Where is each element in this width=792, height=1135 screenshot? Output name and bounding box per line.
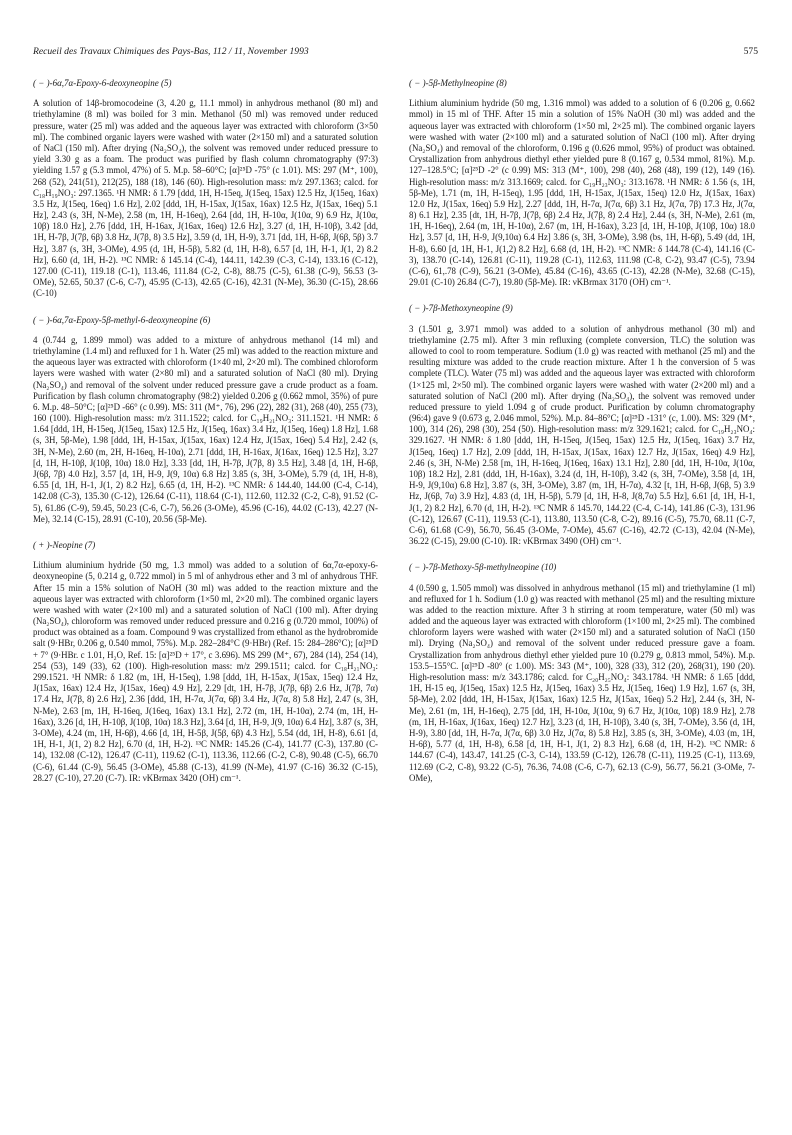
section-title: ( − )-6α,7α-Epoxy-6-deoxyneopine (5) [33, 78, 172, 88]
section-compound-9 [409, 303, 755, 547]
journal-citation: Recueil des Travaux Chimiques des Pays-Bas, 112 / 11, November 1993 [33, 46, 309, 57]
section-text: 4 (0.744 g, 1.899 mmol) was added to a mixture of anhydrous methanol (14 ml) and triethylamine (1.4 ml) and refluxed for 1 h. Water (25 ml) was added to the reaction mixture and the aqueous layer was extracted with chloroform (1×40 ml, 2×20 ml). The combined chloroform layers were washed with water (2×80 ml) and a saturated solution of NaCl (80 ml). Drying (Na₂SO₄) and removal of the solvent under reduced pressure gave a crude product as a foam. Purification by flash column chromatography (98:2) yielded 0.206 g (0.662 mmol, 35%) of pure 6. M.p. 48–50°C; [α]²⁵D -66° (c 0.99). MS: 311 (M⁺, 76), 296 (22), 282 (31), 268 (40), 255 (73), 160 (100). High-resolution mass: m/z 311.1522; calcd. for C₁₉H₂₁NO₃: 311.1521. ¹H NMR: δ 1.64 [ddd, 1H, H-15eq, J(15eq, 15ax) 12.5 Hz, J(15eq, 16ax) 3.4 Hz, J(15eq, 16eq) 1.8 Hz], 1.68 (s, 3H, 5β-Me), 1.98 [ddd, 1H, H-15ax, J(15ax, 16ax) 12.4 Hz, J(15ax, 16eq) 5.4 Hz], 2.42 (s, 3H, N-Me), 2.60 (m, 2H, H-16eq, H-10α), 2.71 [ddd, 1H, H-16ax, J(16ax, 16eq) 12.5 Hz], 3.27 [d, 1H, H-10β, J(10β, 10α) 18.0 Hz], 3.33 [dd, 1H, H-7β, J(7β, 8) 3.5 Hz], 3.48 [d, 1H, H-6β, J(6β, 7β) 4.0 Hz], 3.57 [d, 1H, H-9, J(9, 10α) 6.8 Hz] 3.85 (s, 3H, 3-OMe), 5.79 (d, 1H, H-8), 6.55 [d, 1H, H-1, J(1, 2) 8.2 Hz], 6.65 (d, 1H, H-2). ¹³C NMR: δ 144.40, 144.00 (C-4, C-14), 142.08 (C-3), 135.30 (C-12), 126.64 (C-11), 118.64 (C-1), 112.60, 112.32 (C-2, C-8), 91.52 (C-5), 61.86 (C-9), 59.45, 50.23 (C-6, C-7), 56.26 (3-OMe), 45.96 (C-16), 44.02 (C-13), 42.27 (N-Me), 32.14 (C-15), 28.91 (C-10), 20.56 (5β-Me). [33, 334, 378, 524]
section-compound-6 [33, 315, 378, 525]
section-title: ( + )-Neopine (7) [33, 539, 96, 550]
left-column [33, 78, 378, 797]
page-number: 575 [743, 46, 758, 57]
section-text: Lithium aluminium hydride (50 mg, 1.3 mmol) was added to a solution of 6α,7α-epoxy-6-deoxyneopine (5, 0.214 g, 0.722 mmol) in 5 ml of anhydrous ether and 3 ml of anhydrous THF. After 15 min a 15% solution of NaOH (30 ml) was added to the reaction mixture and the aqueous layer was extracted with chloroform (1×50 ml, 2×20 ml). The combined organic layers were washed with water (2×100 ml) and a saturated solution of NaCl (100 ml). After drying (Na₂SO₄), chloroform was removed under reduced pressure and 0.216 g (0.720 mmol, 100%) of product was obtained as a foam. Compound 9 was crystallized from ethanol as the hydrobromide salt (9·HBr, 0.206 g, 0.540 mmol, 75%). M.p. 282–284°C (9·HBr) (Ref. 15: 284–286°C); [α]²⁵D + 7° (9·HBr. c 1.01, H₂O, Ref. 15: [α]²⁵D + 17°, c 3.696). MS 299 (M⁺, 67), 284 (14), 254 (14), 254 (53), 149 (33), 62 (100). High-resolution mass: m/z 299.1511; calcd. for C₁₈H₂₁NO₃: 299.1521. ¹H NMR: δ 1.82 (m, 1H, H-15eq), 1.98 [ddd, 1H, H-15ax, J(15ax, 15eq) 12.4 Hz, J(15ax, 16ax) 12.4 Hz, J(15ax, 16eq) 4.9 Hz], 2.29 [dt, 1H, H-7β, J(7β, 6β) 2.6 Hz, J(7β, 7α) 17.4 Hz, J(7β, 8) 2.6 Hz], 2.36 [ddd, 1H, H-7α, J(7α, 6β) 3.4 Hz, J(7α, 8) 5.8 Hz], 2.47 (s, 3H, N-Me), 2.63 [m, 1H, H-16eq, J(16eq, 16ax) 13.1 Hz], 2.72 (m, 1H, H-10α), 2.74 (m, 1H, H-16ax), 3.26 [d, 1H, H-10β, J(10β, 10α) 18.3 Hz], 3.64 [d, 1H, H-9, J(9, 10α) 6.4 Hz], 3.87 (s, 3H, 3-OMe), 4.24 (m, 1H, H-6β), 4.66 [d, 1H, H-5β, J(5β, 6β) 4.3 Hz], 5.54 (dd, 1H, H-8), 6.61 [d, 1H, H-1, J(1, 2) 8.2 Hz], 6.70 (d, 1H, H-2). ¹³C NMR: 145.26 (C-4), 141.77 (C-3), 137.80 (C-14), 132.08 (C-12), 126.47 (C-11), 119.62 (C-1), 113.36, 112.66 (C-2, C-8), 90.48 (C-5), 66.70 (C-6), 61.44 (C-9), 56.45 (3-OMe), 45.88 (C-13), 41.99 (N-Me), 41.97 (C-16) 36.32 (C-15), 28.27 (C-10), 27.20 (C-7). IR: νKBrmax 3420 (OH) cm⁻¹. [33, 560, 378, 783]
section-title: ( − )-5β-Methylneopine (8) [409, 78, 507, 88]
section-text: 3 (1.501 g, 3.971 mmol) was added to a solution of anhydrous methanol (30 ml) and triethylamine (2.75 ml). After 3 min refluxing (complete conversion, TLC) the solution was allowed to cool to room temperature. Sodium (1.0 g) was reacted with methanol (25 ml) and the resulting mixture was added to the crude reaction mixture. After 1 h the conversion of 5 was complete (TLC). Water (75 ml) was added and the aqueous layer was extracted with chloroform (1×125 ml, 2×50 ml). The combined organic layers were washed with water (2×200 ml) and a saturated solution of NaCl (200 ml). After drying (Na₂SO₄), the solvent was removed under reduced pressure to yield 1.094 g of crude product. Purification by column chromatography (96:4) gave 9 (0.673 g, 2.046 mmol, 52%). M.p. 84–86°C; [α]²⁵D -131° (c, 1.00). MS: 329 (M⁺, 100), 314 (26), 298 (30), 254 (50). High-resolution mass: m/z 329.1621; calcd. for C₁₉H₂₃NO₄: 329.1627. ¹H NMR: δ 1.80 [ddd, 1H, H-15eq, J(15eq, 15ax) 12.5 Hz, J(15eq, 16ax) 3.7 Hz, J(15eq, 16eq) 1.7 Hz], 2.09 [ddd, 1H, H-15ax, J(15ax, 16ax) 12.7 Hz, J(15ax, 16eq) 4.9 Hz], 2.46 (s, 3H, N-Me) 2.58 [m, 1H, H-16eq, J(16eq, 16ax) 13.1 Hz], 2.80 [dd, 1H, H-10α, J(10α, 10β) 18.2 Hz], 2.81 (ddd, 1H, H-16ax), 3.24 (d, 1H, H-10β), 3.42 (s, 3H, 7-OMe), 3.58 [d, 1H, H-9, J(9,10α) 6.8 Hz], 3.87 (s, 3H, 3-OMe), 3.87 (m, 1H, H-7α), 4.32 [t, 1H, H-6β, J(6β, 5) 3.9 Hz, J(6β, 7α) 3.9 Hz], 4.83 (d, 1H, H-5β), 5.79 [d, 1H, H-8, J(8,7α) 5.5 Hz], 6.61 [d, 1H, H-1, J(1, 2) 8.2 Hz], 6.70 (d, 1H, H-2). ¹³C NMR δ 145.70, 144.22 (C-4, C-14), 141.86 (C-3), 131.96 (C-12), 126.67 (C-11), 119.53 (C-1), 113.80, 113.50 (C-8, C-2), 89.16 (C-5), 75.70, 68.11 (C-7, C-6), 61.68 (C-9), 56.70, 56.45 (3-OMe, 7-OMe), 45.67 (C-16), 42.72 (C-13), 42.04 (N-Me), 36.22 (C-15), 29.00 (C-10). IR: νKBrmax 3490 (OH) cm⁻¹. [409, 323, 755, 547]
section-compound-10 [409, 562, 755, 784]
section-title: ( − )-7β-Methoxyneopine (9) [409, 303, 513, 314]
section-compound-7 [33, 540, 378, 784]
right-column [409, 78, 755, 797]
section-title: ( − )-7β-Methoxy-5β-methylneopine (10) [409, 562, 557, 573]
section-compound-5 [33, 78, 378, 300]
section-title: ( − )-6α,7α-Epoxy-5β-methyl-6-deoxyneopine (6) [33, 314, 211, 325]
section-text: Lithium aluminium hydride (50 mg, 1.316 mmol) was added to a solution of 6 (0.206 g, 0.662 mmol) in 15 ml of THF. After 15 min a solution of 15% NaOH (30 ml) was added and the aqueous layer was extracted with chloroform (1×50 ml, 2×25 ml). The combined organic layers were washed with water (2×100 ml) and a saturated solution of NaCl (100 ml). After drying (Na₂SO₄) and removal of the chloroform, 0.196 g (0.626 mmol, 95%) of product was obtained. Crystallization from anhydrous diethyl ether yielded pure 8 (0.167 g, 0.534 mmol, 81%). M.p. 127–128.5°C; [α]²⁵D -2° (c 0.99) MS: 313 (M⁺, 100), 298 (40), 268 (48), 199 (12), 149 (16). High-resolution mass: m/z 313.1669; calcd. for C₁₉H₂₃NO₃: 313.1678. ¹H NMR: δ 1.56 (s, 1H, 5β-Me), 1.71 (m, 1H, H-15eq), 1.95 [ddd, 1H, H-15ax, J(15ax, 15eq) 12.0 Hz, J(15ax, 16ax) 12.0 Hz, J(15ax, 16eq) 5.9 Hz], 2.27 [ddd, 1H, H-7α, J(7α, 6β) 3.1 Hz, J(7α, 7β) 17.3 Hz, J(7α, 8) 6.1 Hz], 2.35 [dt, 1H, H-7β, J(7β, 6β) 2.4 Hz, J(7β, 8) 2.4 Hz], 2.44 (s, 3H, N-Me), 2.61 (m, 1H, H-16eq), 2.64 (m, 1H, H-10α), 2.67 (m, 1H, H-16ax), 3.23 [d, 1H, H-10β, J(10β, 10α) 18.0 Hz], 3.57 [d, 1H, H-9, J(9,10α) 6.4 Hz] 3.86 (s, 3H, 3-OMe), 3.98 (bs, 1H, H-6β), 5.49 (dd, 1H, H-8), 6.60 [d, 1H, H-1, J(1,2) 8.2 Hz], 6.68 (d, 1H, H-2). ¹³C NMR: δ 144.78 (C-4), 141.16 (C-3), 138.70 (C-14), 126.81 (C-11), 119.28 (C-1), 112.63, 111.98 (C-8, C-2), 93.47 (C-5), 73.94 (C-6), 61,.78 (C-9), 56.21 (3-OMe), 45.84 (C-16), 43.65 (C-13), 42.28 (N-Me), 32.68 (C-15), 29.01 (C-10) 26.84 (C-7), 19.80 (5β-Me). IR: νKBrmax 3170 (OH) cm⁻¹. [409, 98, 755, 288]
section-text: 4 (0.590 g, 1.505 mmol) was dissolved in anhydrous methanol (15 ml) and triethylamine (1 ml) and refluxed for 1 h. Sodium (1.0 g) was reacted with methanol (25 ml) and the resulting mixture was added to the reaction mixture. After 3 h stirring at room temperature, water (50 ml) was added and the aqueous layer was extracted with chloroform (1×100 ml, 2×25 ml). The combined chloroform layers were washed with water (2×150 ml) and a saturated solution of NaCl (150 ml). Drying (Na₂SO₄) and removal of the solvent under reduced pressure gave a foam. Crystallization from anhydrous diethyl ether yielded pure 10 (0.279 g, 0.813 mmol, 54%). M.p. 153.5–155°C. [α]²⁵D -80° (c 1.00). MS: 343 (M⁺, 100), 328 (33), 312 (20), 268(31), 190 (20). High-resolution mass: m/z 343.1786; calcd. for C₂₀H₂₅NO₄: 343.1784. ¹H NMR: δ 1.65 [ddd, 1H, H-15 eq, J(15eq, 15ax) 12.5 Hz, J(15eq, 16ax) 3.5 Hz, J(15eq, 16eq) 1.9 Hz], 1.67 (s, 3H, 5β-Me), 2.02 [ddd, 1H, H-15ax, J(15ax, 16ax) 12.5 Hz, J(15ax, 16eq) 5.2 Hz], 2.44 (s, 3H, N-Me), 2.61 (m, 1H, H-16eq), 2.75 [dd, 1H, H-10α, J(10α, 9) 6.7 Hz, J(10α, 10β) 18.9 Hz], 2.78 (m, 1H, H-16ax, J(16ax, 16eq) 12.7 Hz], 3.23 (d, 1H, H-10β), 3.40 (s, 3H, 7-OMe), 3.56 (d, 1H, H-9), 3.80 [dd, 1H, H-7α, J(7α, 6β) 3.0 Hz, J(7α, 8) 5.8 Hz], 3.85 (s, 3H, 3-OMe), 4.03 (m, 1H, H-6β), 5.77 (d, 1H, H-8), 6.58 [d, 1H, H-1, J(1, 2) 8.3 Hz], 6.68 (d, 1H, H-2). ¹³C NMR: δ 144.67 (C-4), 143.47, 141.25 (C-3, C-14), 133.59 (C-12), 126.78 (C-11), 119.25 (C-1), 113.69, 112.69 (C-2, C-8), 93.22 (C-5), 76.36, 74.08 (C-6, C-7), 62.13 (C-9), 56.77, 56.21 (3-OMe, 7-OMe), [409, 582, 755, 783]
running-header [33, 46, 758, 62]
section-text: A solution of 14β-bromocodeine (3, 4.20 g, 11.1 mmol) in anhydrous methanol (80 ml) and triethylamine (8 ml) was boiled for 3 min. Methanol (50 ml) was removed under reduced pressure, water (25 ml) was added and the aqueous layer was extracted with chloroform (3×50 ml). The combined organic layers were washed with water (2×150 ml) and a saturated solution of NaCl (150 ml). After drying (Na₂SO₄), the solvent was removed under reduced pressure to yield 3.30 g as a foam. The product was purified by flash column chromatography (97:3) yielding 1.57 g (5.3 mmol, 47%) of 5. M.p. 58–60°C; [α]²⁵D -75° (c 1.01). MS: 297 (M⁺, 100), 268 (52), 241(51), 212(25), 188 (18), 146 (60). High-resolution mass: m/z 297.1363; calcd. for C₁₈H₁₉NO₃: 297.1365. ¹H NMR: δ 1.79 [ddd, 1H, H-15eq, J(15eq, 15ax) 12.5 Hz, J(15eq, 16ax) 3.5 Hz, J(15eq, 16eq) 1.6 Hz], 2.02 [ddd, 1H, H-15ax, J(15ax, 16ax) 12.5 Hz, J(15ax, 16eq) 5.1 Hz], 2.43 (s, 3H, N-Me), 2.58 (m, 1H, H-16eq), 2.64 [dd, 1H, H-10α, J(10α, 9) 6.9 Hz, J(10α, 10β) 18.0 Hz], 2.76 [ddd, 1H, H-16ax, J(16ax, 16eq) 12.6 Hz], 3.27 (d, 1H, H-10β), 3.42 [dd, 1H, H-7β, J(7β, 6β) 3.8 Hz, J(7β, 8) 3.5 Hz], 3.59 (d, 1H, H-9), 3.71 [dd, 1H, H-6β, J(6β, 5β) 3.7 Hz], 3.87 (s, 3H, 3-OMe), 4.95 (d, 1H, H-5β), 5.82 (d, 1H, H-8), 6.57 [d, 1H, H-1, J(1, 2) 8.2 Hz], 6.60 (d, 1H, H-2). ¹³C NMR: δ 145.14 (C-4), 144.11, 142.39 (C-3, C-14), 133.16 (C-12), 127.00 (C-11), 119.18 (C-1), 113.46, 111.84 (C-2, C-8), 88.75 (C-5), 61.38 (C-9), 56.53 (3-OMe), 52.65, 50.37 (C-6, C-7), 45.95 (C-13), 42.65 (C-16), 42.31 (N-Me), 36.30 (C-15), 28.66 (C-10) [33, 98, 378, 299]
section-compound-8 [409, 78, 755, 288]
